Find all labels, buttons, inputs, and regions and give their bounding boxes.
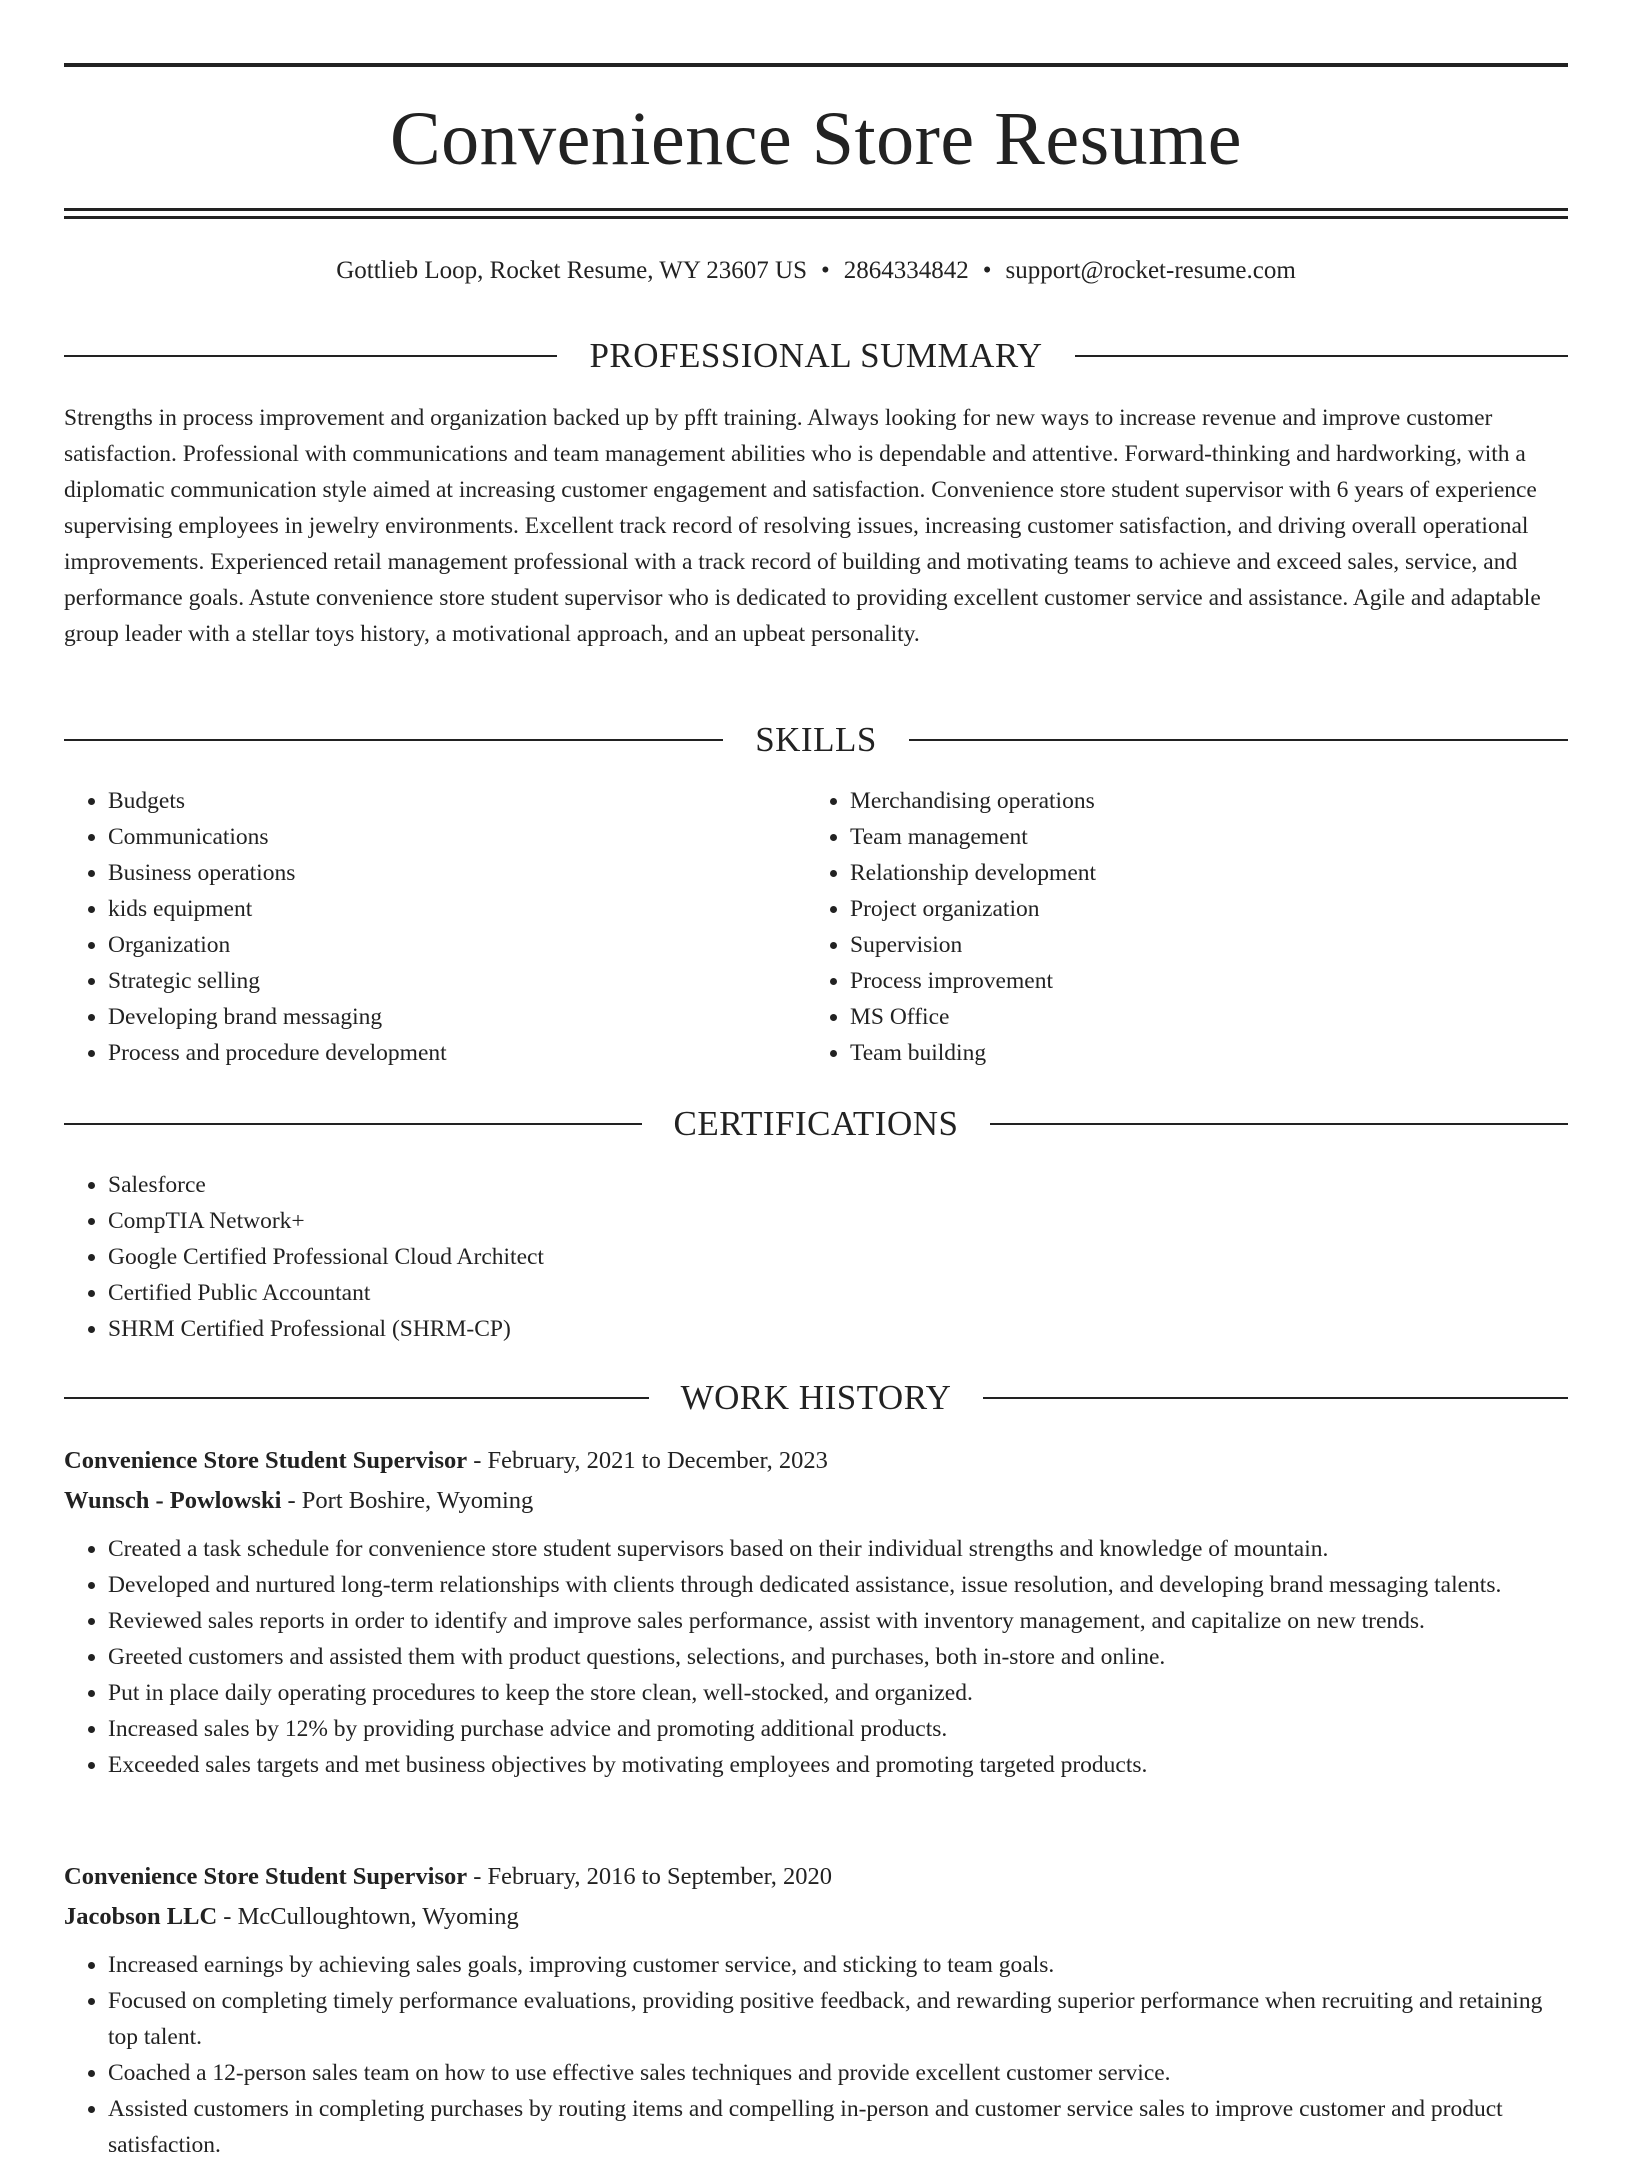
job-duty: • Greeted customers and assisted them with product questions, selections, and purchases, both in-store and online.: [108, 1639, 1568, 1675]
job-entry: [64, 1441, 1568, 1783]
section-title: CERTIFICATIONS: [673, 1104, 959, 1143]
certification-item: • Salesforce: [108, 1167, 1568, 1203]
section-title: SKILLS: [755, 720, 877, 759]
job-entry: [64, 1857, 1568, 2163]
job-duty: • Increased sales by 12% by providing purchase advice and promoting additional products.: [108, 1711, 1568, 1747]
skill-item: • Organization: [108, 927, 804, 963]
job-dates: - February, 2021 to December, 2023: [467, 1447, 828, 1474]
skill-item: • Process improvement: [850, 963, 1568, 999]
skill-item: • Strategic selling: [108, 963, 804, 999]
job-location: - McCulloughtown, Wyoming: [217, 1903, 519, 1930]
job-company-line: [64, 1481, 1568, 1521]
section-heading-skills: [64, 718, 1568, 762]
heading-rule: [64, 355, 557, 357]
skill-item: • Merchandising operations: [850, 783, 1568, 819]
job-duty: • Reviewed sales reports in order to identify and improve sales performance, assist with inventory management, and capitalize on new trends.: [108, 1603, 1568, 1639]
contact-email: support@rocket-resume.com: [1005, 257, 1296, 284]
certification-item: • CompTIA Network+: [108, 1203, 1568, 1239]
skills-column-right: [806, 783, 1568, 1071]
heading-rule: [1075, 355, 1568, 357]
title-rule-lower: [64, 216, 1568, 219]
heading-rule: [64, 1123, 642, 1125]
skills-list-left: [64, 783, 804, 1071]
skill-item: • Process and procedure development: [108, 1035, 804, 1071]
skill-item: • Team management: [850, 819, 1568, 855]
job-company: Jacobson LLC: [64, 1903, 218, 1930]
job-duty: • Put in place daily operating procedures to keep the store clean, well-stocked, and organized.: [108, 1675, 1568, 1711]
job-company-line: [64, 1897, 1568, 1937]
skill-item: • Communications: [108, 819, 804, 855]
skills-column-left: [64, 783, 804, 1071]
skill-item: • Team building: [850, 1035, 1568, 1071]
skill-item: • Project organization: [850, 891, 1568, 927]
skill-item: • MS Office: [850, 999, 1568, 1035]
job-dates: - February, 2016 to September, 2020: [467, 1863, 832, 1890]
skill-item: • Business operations: [108, 855, 804, 891]
job-title-line: [64, 1857, 1568, 1897]
page-title: Convenience Store Resume: [389, 97, 1242, 181]
certification-item: • Google Certified Professional Cloud Architect: [108, 1239, 1568, 1275]
skill-item: • Supervision: [850, 927, 1568, 963]
section-title: PROFESSIONAL SUMMARY: [589, 336, 1043, 375]
job-duty: • Coached a 12-person sales team on how to use effective sales techniques and provide excellent customer service.: [108, 2055, 1568, 2091]
skills-list-right: [806, 783, 1568, 1071]
contact-phone: 2864334842: [843, 257, 969, 284]
section-title: WORK HISTORY: [680, 1378, 952, 1417]
title-rule-upper: [64, 208, 1568, 211]
job-location: - Port Boshire, Wyoming: [281, 1487, 534, 1514]
contact-info: [64, 254, 1568, 288]
job-duty: • Increased earnings by achieving sales goals, improving customer service, and sticking to team goals.: [108, 1947, 1568, 1983]
summary-text: Strengths in process improvement and organization backed up by pfft training. Always looking for new ways to increase revenue and improve customer satisfaction. Professional with communications and team management abilities who is dependable and attentive. Forward-thinking and hardworking, with a diplomatic communication style aimed at increasing customer engagement and satisfaction. Convenience store student supervisor with 6 years of experience supervising employees in jewelry environments. Excellent track record of resolving issues, increasing customer satisfaction, and driving overall operational improvements. Experienced retail management professional with a track record of building and motivating teams to achieve and exceed sales, service, and performance goals. Astute convenience store student supervisor who is dedicated to providing excellent customer service and assistance. Agile and adaptable group leader with a stellar toys history, a motivational approach, and an upbeat personality.: [64, 405, 1541, 647]
certifications-list: [64, 1167, 1568, 1347]
contact-address: Gottlieb Loop, Rocket Resume, WY 23607 US: [336, 257, 807, 284]
certification-item: • SHRM Certified Professional (SHRM-CP): [108, 1311, 1568, 1347]
heading-rule: [64, 739, 723, 741]
contact-separator: •: [982, 257, 992, 284]
job-duty: • Assisted customers in completing purchases by routing items and compelling in-person and customer service sales to improve customer and product satisfaction.: [108, 2091, 1568, 2163]
section-heading-summary: [64, 334, 1568, 378]
job-duties: [64, 1531, 1568, 1783]
section-heading-certifications: [64, 1102, 1568, 1146]
section-heading-work-history: [64, 1376, 1568, 1420]
heading-rule: [990, 1123, 1568, 1125]
certifications-block: [64, 1167, 1568, 1347]
certification-item: • Certified Public Accountant: [108, 1275, 1568, 1311]
job-duty: • Focused on completing timely performance evaluations, providing positive feedback, and rewarding superior performance when recruiting and retaining top talent.: [108, 1983, 1568, 2055]
skill-item: • Developing brand messaging: [108, 999, 804, 1035]
job-duty: • Created a task schedule for convenience store student supervisors based on their individual strengths and knowledge of mountain.: [108, 1531, 1568, 1567]
top-rule: [64, 63, 1568, 67]
job-title: Convenience Store Student Supervisor: [64, 1447, 468, 1474]
job-duty: • Developed and nurtured long-term relationships with clients through dedicated assistance, issue resolution, and developing brand messaging talents.: [108, 1567, 1568, 1603]
skill-item: • kids equipment: [108, 891, 804, 927]
skill-item: • Relationship development: [850, 855, 1568, 891]
job-duty: • Exceeded sales targets and met business objectives by motivating employees and promoting targeted products.: [108, 1747, 1568, 1783]
heading-rule: [909, 739, 1568, 741]
contact-separator: •: [820, 257, 830, 284]
job-title-line: [64, 1441, 1568, 1481]
heading-rule: [64, 1397, 649, 1399]
heading-rule: [983, 1397, 1568, 1399]
job-title: Convenience Store Student Supervisor: [64, 1863, 468, 1890]
job-company: Wunsch - Powlowski: [64, 1487, 282, 1514]
skill-item: • Budgets: [108, 783, 804, 819]
job-duties: [64, 1947, 1568, 2163]
